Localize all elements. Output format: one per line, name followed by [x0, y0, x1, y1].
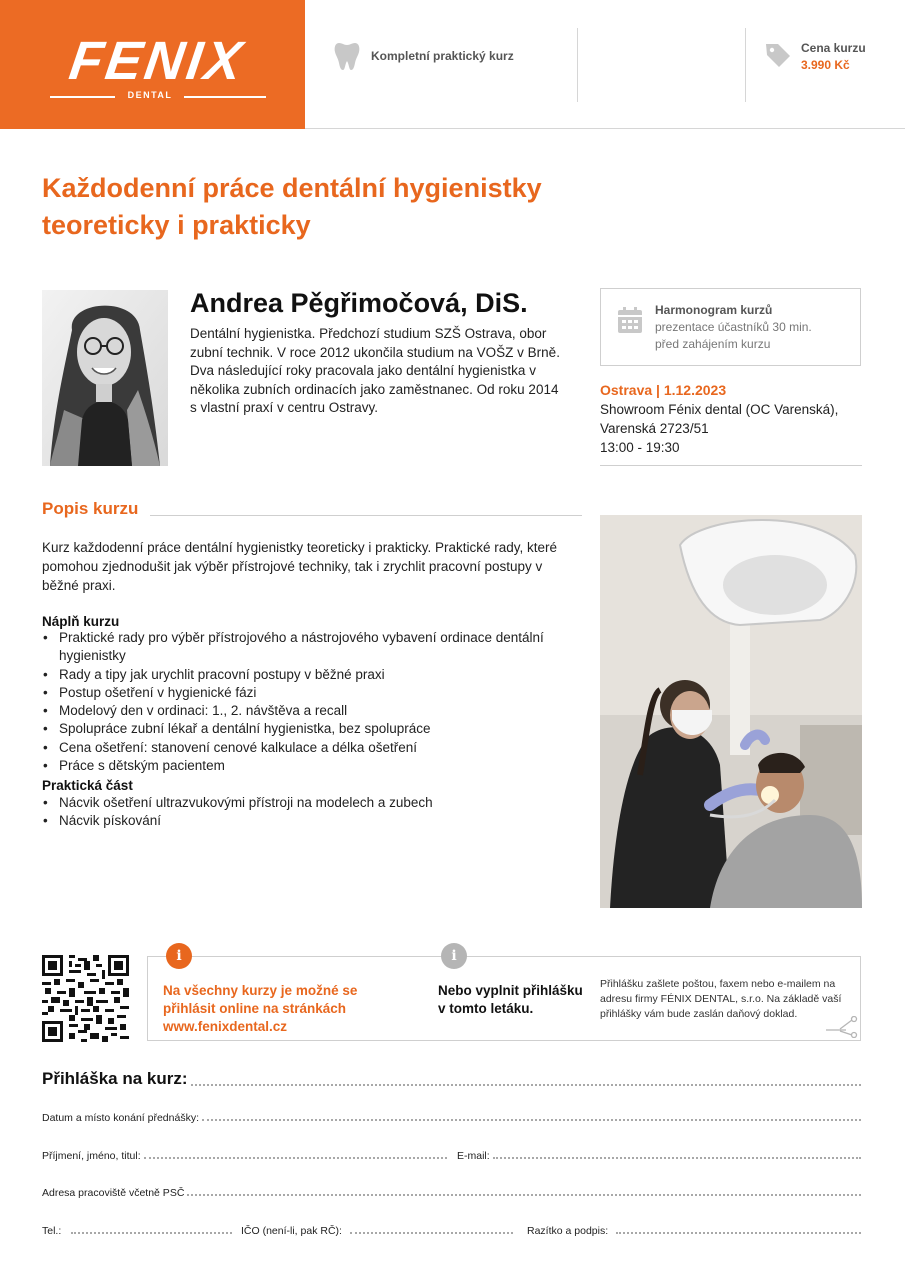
- list-item: • Práce s dětským pacientem: [42, 757, 602, 775]
- header-divider: [745, 28, 746, 102]
- phone-line[interactable]: [71, 1231, 232, 1234]
- event-divider: [600, 465, 862, 466]
- price-label: Cena kurzu: [801, 41, 866, 55]
- price-value: 3.990 Kč: [801, 58, 850, 72]
- list-item: • Rady a tipy jak urychlit pracovní postupy v běžné praxi: [42, 666, 602, 684]
- info-icon: i: [166, 943, 192, 969]
- mail-registration-text: Přihlášku zašlete poštou, faxem nebo e-mailem na adresu firmy FÉNIX DENTAL, s.r.o. Na základě vaší přihlášky vám bude zaslán daňový doklad.: [600, 978, 842, 1020]
- list-item: • Postup ošetření v hygienické fázi: [42, 684, 602, 702]
- fenix-logo: FENIX: [65, 31, 249, 91]
- email-field[interactable]: [457, 1150, 861, 1162]
- scissors-icon: [826, 1016, 858, 1043]
- lecturer-bio: Dentální hygienistka. Předchozí studium SZŠ Ostrava, obor zubní technik. V roce 2012 ukončila studium na VOŠZ v Brně. Dva následující roky pracovala jako dentální hygienistka v několika zubních ordinacích jako zaměstnanec. Od roku 2014 s vlastní praxí v centru Ostravy.: [190, 326, 560, 415]
- ico-field[interactable]: [241, 1225, 513, 1237]
- course-type: Kompletní praktický kurz: [371, 49, 514, 63]
- address-field[interactable]: [42, 1187, 861, 1199]
- list-item: • Cena ošetření: stanovení cenové kalkulace a délka ošetření: [42, 739, 602, 757]
- dental-treatment-photo: [600, 515, 862, 908]
- header-bottom-line: [305, 128, 905, 129]
- calendar-icon: [617, 306, 643, 339]
- list-item: • Spolupráce zubní lékař a dentální hygienistka, bez spolupráce: [42, 720, 602, 738]
- name-field[interactable]: [42, 1150, 447, 1162]
- list-item: • Nácvik pískování: [42, 812, 602, 830]
- logo-subtitle: DENTAL: [127, 90, 173, 100]
- practical-list: [42, 794, 602, 831]
- logo-line-left: [50, 96, 115, 98]
- stamp-label: Razítko a podpis:: [527, 1225, 609, 1237]
- lecturer-photo: [42, 290, 168, 466]
- schedule-line1: prezentace účastníků 30 min.: [655, 320, 812, 334]
- event-time: 13:00 - 19:30: [600, 440, 680, 455]
- email-line[interactable]: [493, 1156, 861, 1159]
- name-line[interactable]: [144, 1156, 447, 1159]
- event-address: Varenská 2723/51: [600, 421, 709, 436]
- content-list: [42, 629, 602, 775]
- price-tag-icon: [764, 41, 792, 74]
- course-title: [42, 170, 602, 244]
- stamp-field[interactable]: [527, 1225, 861, 1237]
- phone-label: Tel.:: [42, 1225, 62, 1237]
- qr-code[interactable]: [42, 955, 129, 1042]
- stamp-line[interactable]: [616, 1231, 861, 1234]
- address-label: Adresa pracoviště včetně PSČ: [42, 1187, 185, 1199]
- description-intro: Kurz každodenní práce dentální hygienistky teoreticky i prakticky. Praktické rady, které pomohou zjednodušit jak výběr přístrojové techniky, tak i zrychlit pracovní postupy v běžné praxi.: [42, 540, 557, 593]
- list-item: • Modelový den v ordinaci: 1., 2. návštěva a recall: [42, 702, 602, 720]
- phone-field[interactable]: [42, 1225, 232, 1237]
- online-registration-text: Na všechny kurzy je možné se přihlásit online na stránkách www.fenixdental.cz: [163, 983, 358, 1034]
- description-divider: [150, 515, 582, 516]
- course-title-line2: teoreticky i prakticky: [42, 210, 311, 240]
- schedule-line2: před zahájením kurzu: [655, 337, 771, 351]
- schedule-title: Harmonogram kurzů: [655, 303, 773, 317]
- event-title: Ostrava | 1.12.2023: [600, 382, 727, 398]
- practical-title: Praktická část: [42, 778, 133, 793]
- paper-registration-text: Nebo vyplnit přihlášku v tomto letáku.: [438, 983, 583, 1016]
- date-place-line[interactable]: [202, 1118, 861, 1121]
- ico-line[interactable]: [350, 1231, 513, 1234]
- event-venue: Showroom Fénix dental (OC Varenská),: [600, 402, 839, 417]
- form-title: Přihláška na kurz:: [42, 1069, 188, 1088]
- address-line[interactable]: [187, 1193, 861, 1196]
- list-item: • Nácvik ošetření ultrazvukovými přístroji na modelech a zubech: [42, 794, 602, 812]
- lecturer-name: Andrea Pěgřimočová, DiS.: [190, 288, 528, 318]
- ico-label: IČO (není-li, pak RČ):: [241, 1225, 342, 1237]
- tooth-icon: [334, 41, 360, 76]
- name-label: Příjmení, jméno, titul:: [42, 1150, 141, 1162]
- header-divider: [577, 28, 578, 102]
- description-title: Popis kurzu: [42, 499, 139, 518]
- date-place-field[interactable]: [42, 1112, 861, 1124]
- form-title-line: [191, 1083, 861, 1086]
- email-label: E-mail:: [457, 1150, 490, 1162]
- form-title-row: [42, 1069, 861, 1089]
- course-title-line1: Každodenní práce dentální hygienistky: [42, 173, 542, 203]
- list-item: • Praktické rady pro výběr přístrojového a nástrojového vybavení ordinace dentální hygienistky: [42, 629, 602, 666]
- logo-line-right: [184, 96, 266, 98]
- info-icon: i: [441, 943, 467, 969]
- date-place-label: Datum a místo konání přednášky:: [42, 1112, 199, 1124]
- content-title: Náplň kurzu: [42, 614, 120, 629]
